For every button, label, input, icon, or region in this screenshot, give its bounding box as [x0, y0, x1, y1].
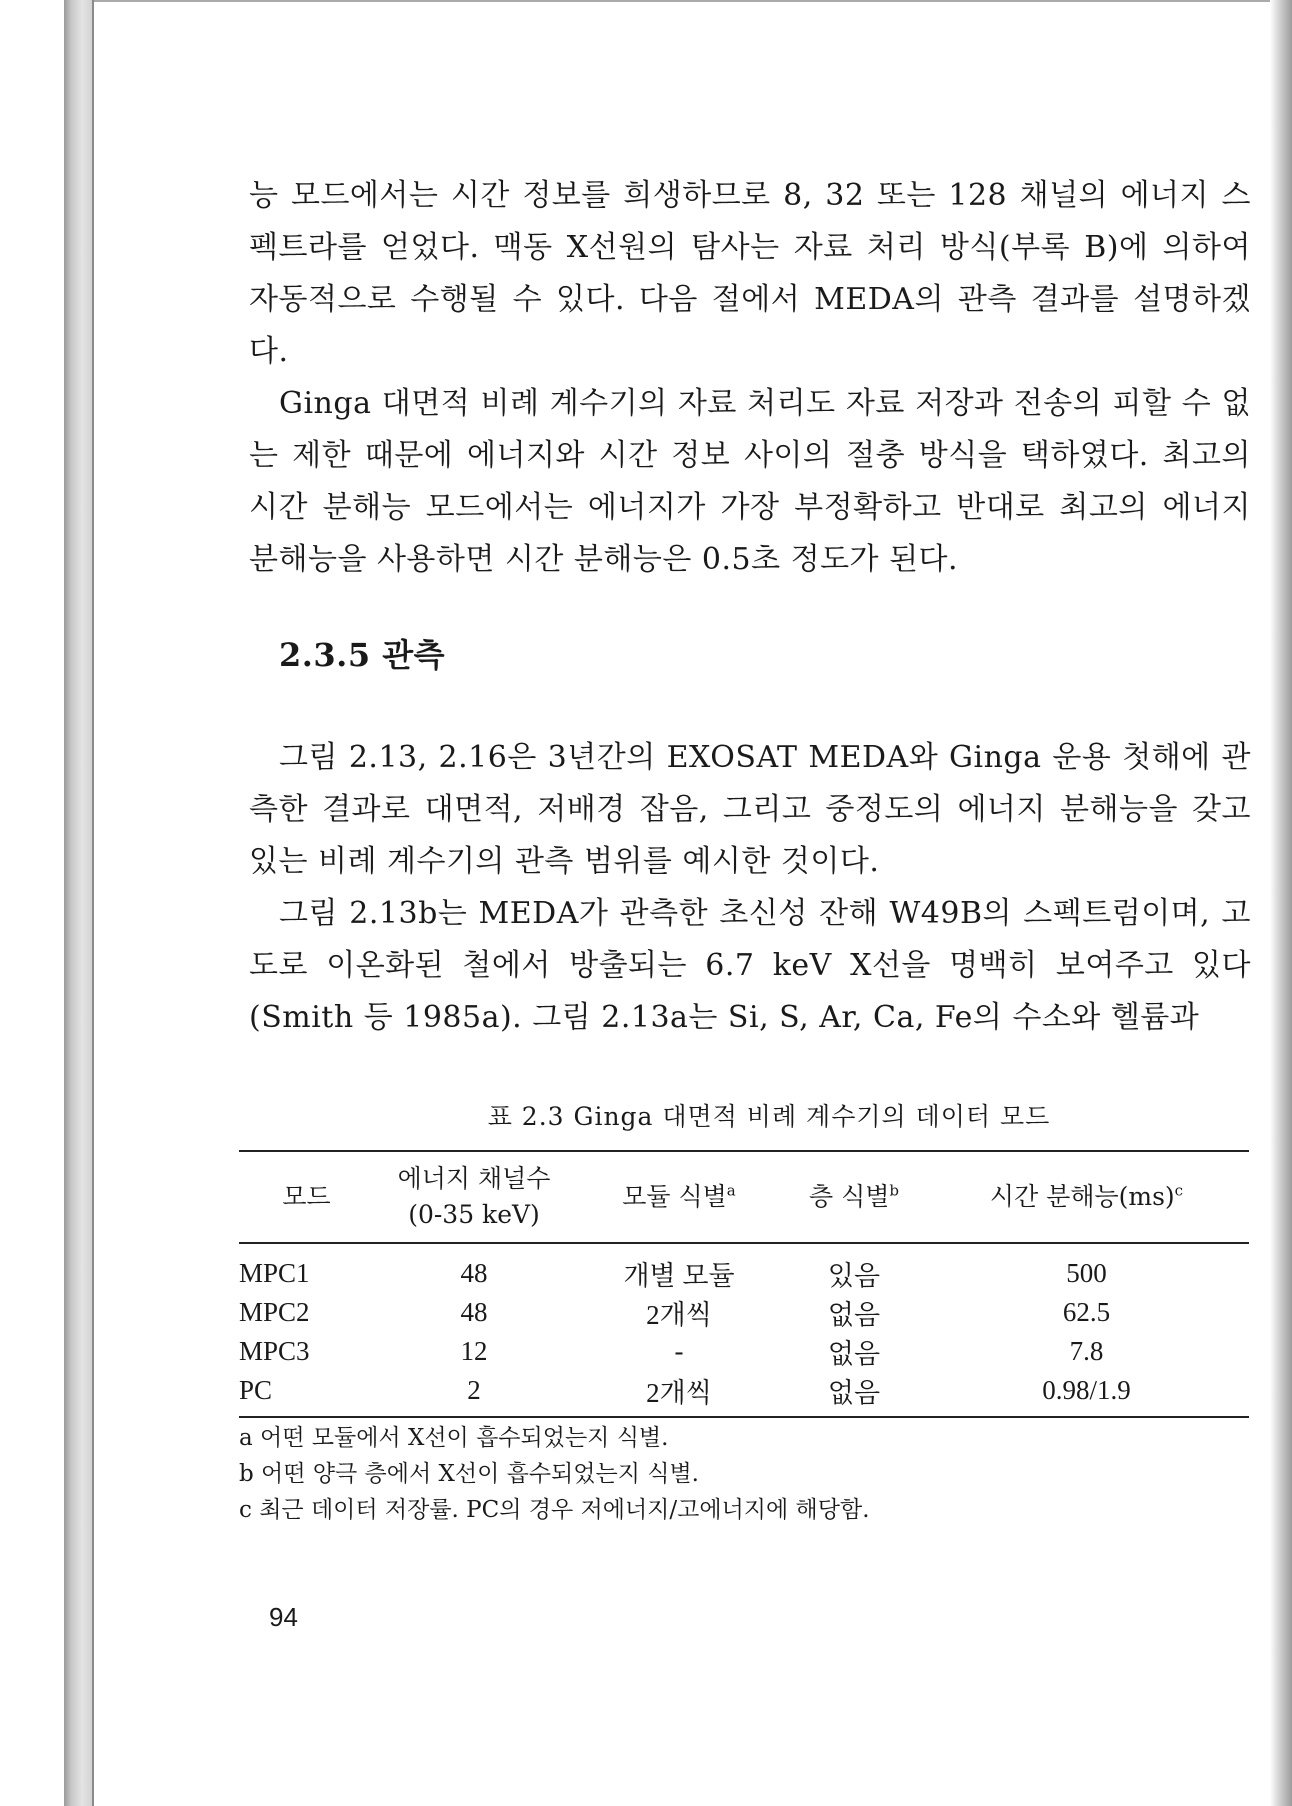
header-channels	[374, 1151, 574, 1243]
cell-layer-id: 없음	[827, 1300, 881, 1330]
cell-mode: MPC3	[239, 1336, 310, 1366]
cell-layer-id: 없음	[827, 1339, 881, 1369]
cell-channels: 48	[460, 1258, 488, 1288]
table-header-row	[239, 1151, 1249, 1243]
paragraph-2: Ginga 대면적 비례 계수기의 자료 처리도 자료 저장과 전송의 피할 수 없는 제한 때문에 에너지와 시간 정보 사이의 절충 방식을 택하였다. 최고의 시간 분해능 모드에서는 에너지가 가장 부정확하고 반대로 최고의 에너지 분해능을 사용하면 시간 분해능은 0.5초 정도가 된다.	[249, 386, 1251, 577]
body-text-top	[249, 170, 1251, 586]
body-text-bottom	[249, 732, 1251, 1044]
cell-mode: MPC1	[239, 1258, 310, 1288]
cell-time-resolution: 500	[1066, 1258, 1107, 1288]
header-mode: 모드	[239, 1151, 374, 1243]
header-layer-id: 층 식별$^b$	[784, 1151, 924, 1243]
page-number: 94	[269, 1602, 298, 1632]
cell-time-resolution: 0.98/1.9	[924, 1371, 1249, 1417]
cell-layer-id: 없음	[784, 1371, 924, 1417]
cell-time-resolution: 62.5	[1062, 1297, 1111, 1327]
paragraph-1: 능 모드에서는 시간 정보를 희생하므로 8, 32 또는 128 채널의 에너지 스펙트라를 얻었다. 맥동 X선원의 탐사는 자료 처리 방식(부록 B)에 의하여 자동적으로 수행될 수 있다. 다음 절에서 MEDA의 관측 결과를 설명하겠다.	[249, 178, 1251, 369]
cell-mode: MPC2	[239, 1297, 310, 1327]
footnote-a: a 어떤 모듈에서 X선이 흡수되었는지 식별.	[239, 1425, 669, 1451]
table-caption: 표 2.3 Ginga 대면적 비례 계수기의 데이터 모드	[487, 1102, 1051, 1131]
footnote-b: b 어떤 양극 층에서 X선이 흡수되었는지 식별.	[239, 1461, 699, 1487]
cell-mode: PC	[239, 1371, 374, 1417]
cell-time-resolution: 7.8	[1069, 1336, 1104, 1366]
header-channels-line1: 에너지 채널수	[397, 1164, 551, 1193]
table-row	[239, 1332, 1249, 1371]
header-module-id: 모듈 식별$^a$	[574, 1151, 784, 1243]
footnote-marker-c: c	[1174, 1181, 1184, 1200]
header-channels-line2: (0-35 keV)	[408, 1200, 540, 1229]
cell-channels: 12	[460, 1336, 488, 1366]
cell-module-id: 2개씩	[646, 1300, 712, 1330]
cell-channels: 48	[460, 1297, 488, 1327]
table-footnotes	[239, 1420, 1249, 1528]
table-row	[239, 1371, 1249, 1417]
paragraph-3: 그림 2.13, 2.16은 3년간의 EXOSAT MEDA와 Ginga 운용 첫해에 관측한 결과로 대면적, 저배경 잡음, 그리고 중정도의 에너지 분해능을 갖고 있는 비례 계수기의 관측 범위를 예시한 것이다.	[249, 740, 1251, 879]
footnote-c: c 최근 데이터 저장률. PC의 경우 저에너지/고에너지에 해당함.	[239, 1497, 870, 1523]
cell-module-id: -	[674, 1336, 684, 1366]
cell-module-id: 개별 모듈	[623, 1261, 735, 1291]
data-mode-table	[239, 1150, 1249, 1418]
header-time-resolution: 시간 분해능(ms)$^c$	[924, 1151, 1249, 1243]
table-row	[239, 1243, 1249, 1293]
book-page	[94, 0, 1270, 1806]
paragraph-4: 그림 2.13b는 MEDA가 관측한 초신성 잔해 W49B의 스펙트럼이며, 고도로 이온화된 철에서 방출되는 6.7 keV X선을 명백히 보여주고 있다(Smith 등 1985a). 그림 2.13a는 Si, S, Ar, Ca, Fe의 수소와 헬륨과	[249, 896, 1251, 1035]
book-page-edge-right	[1270, 0, 1292, 1806]
book-page-edge-left	[64, 0, 94, 1806]
footnote-marker-a: a	[726, 1181, 736, 1200]
cell-layer-id: 있음	[827, 1261, 881, 1291]
table-row	[239, 1293, 1249, 1332]
cell-channels: 2	[374, 1371, 574, 1417]
section-heading: 2.3.5 관측	[279, 636, 446, 674]
cell-module-id: 2개씩	[574, 1371, 784, 1417]
footnote-marker-b: b	[889, 1181, 899, 1200]
